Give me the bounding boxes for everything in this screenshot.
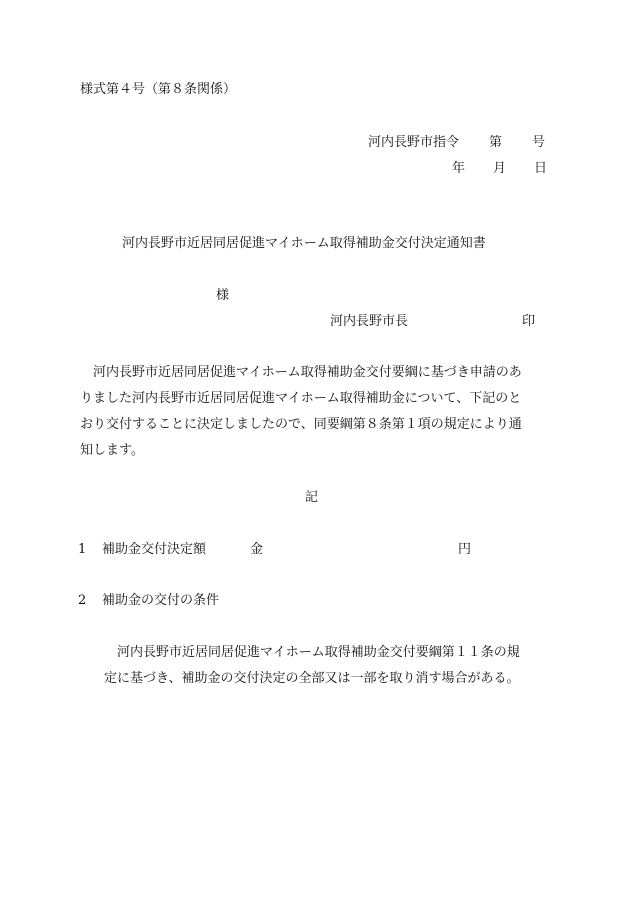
document-title: 河内長野市近居同居促進マイホーム取得補助金交付決定通知書 — [122, 236, 486, 251]
reference-go: 号 — [532, 135, 546, 150]
date-month: 月 — [493, 161, 507, 176]
body-paragraph — [80, 360, 550, 464]
body-line: 河内長野市近居同居促進マイホーム取得補助金交付要綱に基づき申請のあ — [80, 365, 522, 380]
ki-heading: 記 — [305, 490, 319, 505]
item1-yen: 円 — [458, 542, 472, 557]
body-line: おり交付することに決定しましたので、同要綱第８条第１項の規定により通 — [80, 417, 522, 432]
addressee-suffix: 様 — [216, 288, 230, 303]
date-year: 年 — [452, 161, 466, 176]
seal-mark: 印 — [522, 314, 536, 329]
condition-line: 定に基づき、補助金の交付決定の全部又は一部を取り消す場合がある。 — [104, 671, 520, 686]
item1-number: 1 — [78, 542, 87, 557]
issuer-name: 河内長野市長 — [330, 314, 409, 329]
body-line: 知します。 — [80, 443, 144, 458]
item1-label: 補助金交付決定額 — [102, 542, 207, 557]
form-number-label: 様式第４号（第８条関係） — [80, 82, 237, 97]
date-line — [452, 161, 547, 177]
date-day: 日 — [534, 161, 548, 176]
item1-kin: 金 — [250, 542, 264, 557]
reference-issuer-prefix: 河内長野市指令 — [368, 135, 460, 150]
condition-line: 河内長野市近居同居促進マイホーム取得補助金交付要綱第１１条の規 — [104, 645, 520, 660]
reference-dai: 第 — [489, 135, 503, 150]
reference-number-line — [368, 135, 545, 151]
item2-number: 2 — [78, 593, 87, 608]
body-line: りました河内長野市近居同居促進マイホーム取得補助金について、下記のと — [80, 391, 522, 406]
condition-paragraph — [104, 640, 520, 692]
item2-label: 補助金の交付の条件 — [102, 593, 220, 608]
